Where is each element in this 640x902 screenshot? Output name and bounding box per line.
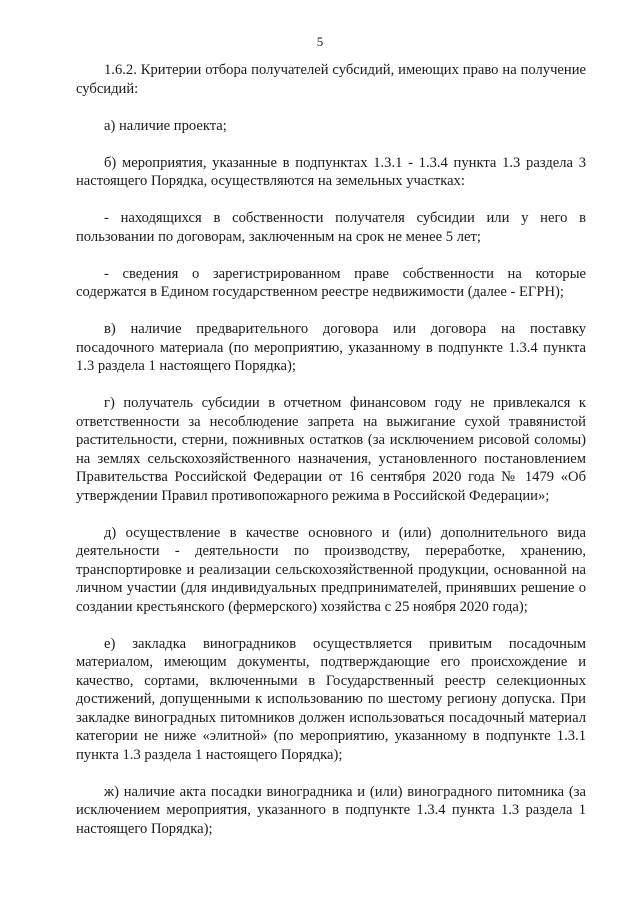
paragraph-item-b-owned-land: - находящихся в собственности получателя субсидии или у него в пользовании по договорам, заключенным на срок не менее 5 лет; bbox=[76, 210, 586, 245]
document-body bbox=[76, 61, 586, 838]
paragraph-item-g: г) получатель субсидии в отчетном финансовом году не привлекался к ответственности за несоблюдение запрета на выжигание сухой травянистой растительности, стерни, пожнивных остатков (за исключением рисовой соломы) на землях сельскохозяйственного назначения, установленного постановлением Правительства Российской Федерации от 16 сентября 2020 года № 1479 «Об утверждении Правил противопожарного режима в Российской Федерации»; bbox=[76, 395, 586, 504]
paragraph-item-d: д) осуществление в качестве основного и (или) дополнительного вида деятельности - деятельности по производству, переработке, хранению, транспортировке и реализации сельскохозяйственной продукции, основанной на личном участии (для индивидуальных предпринимателей, принявших решение о создании крестьянского (фермерского) хозяйства с 25 ноября 2020 года); bbox=[76, 524, 586, 615]
paragraph-selection-criteria: 1.6.2. Критерии отбора получателей субсидий, имеющих право на получение субсидий: bbox=[76, 62, 586, 97]
paragraph-item-a: а) наличие проекта; bbox=[104, 117, 227, 134]
paragraph-item-b: б) мероприятия, указанные в подпунктах 1.3.1 - 1.3.4 пункта 1.3 раздела 3 настоящего Порядка, осуществляются на земельных участках: bbox=[76, 154, 586, 189]
paragraph-item-b-egrn: - сведения о зарегистрированном праве собственности на которые содержатся в Едином государственном реестре недвижимости (далее - ЕГРН); bbox=[76, 265, 586, 300]
paragraph-item-v: в) наличие предварительного договора или договора на поставку посадочного материала (по мероприятию, указанному в подпункте 1.3.4 пункта 1.3 раздела 1 настоящего Порядка); bbox=[76, 321, 586, 374]
paragraph-item-zh: ж) наличие акта посадки виноградника и (или) виноградного питомника (за исключением мероприятия, указанного в подпункте 1.3.4 пункта 1.3 раздела 1 настоящего Порядка); bbox=[76, 783, 586, 837]
paragraph-item-e: е) закладка виноградников осуществляется привитым посадочным материалом, имеющим документы, подтверждающие его происхождение и качество, сортами, включенными в Государственный реестр селекционных достижений, допущенными к использованию по шестому региону допуска. При закладке виноградных питомников должен использоваться посадочный материал категории не ниже «элитной» (по мероприятию, указанному в подпункте 1.3.1 пункта 1.3 раздела 1 настоящего Порядка); bbox=[76, 635, 586, 763]
page-number: 5 bbox=[316, 34, 324, 49]
